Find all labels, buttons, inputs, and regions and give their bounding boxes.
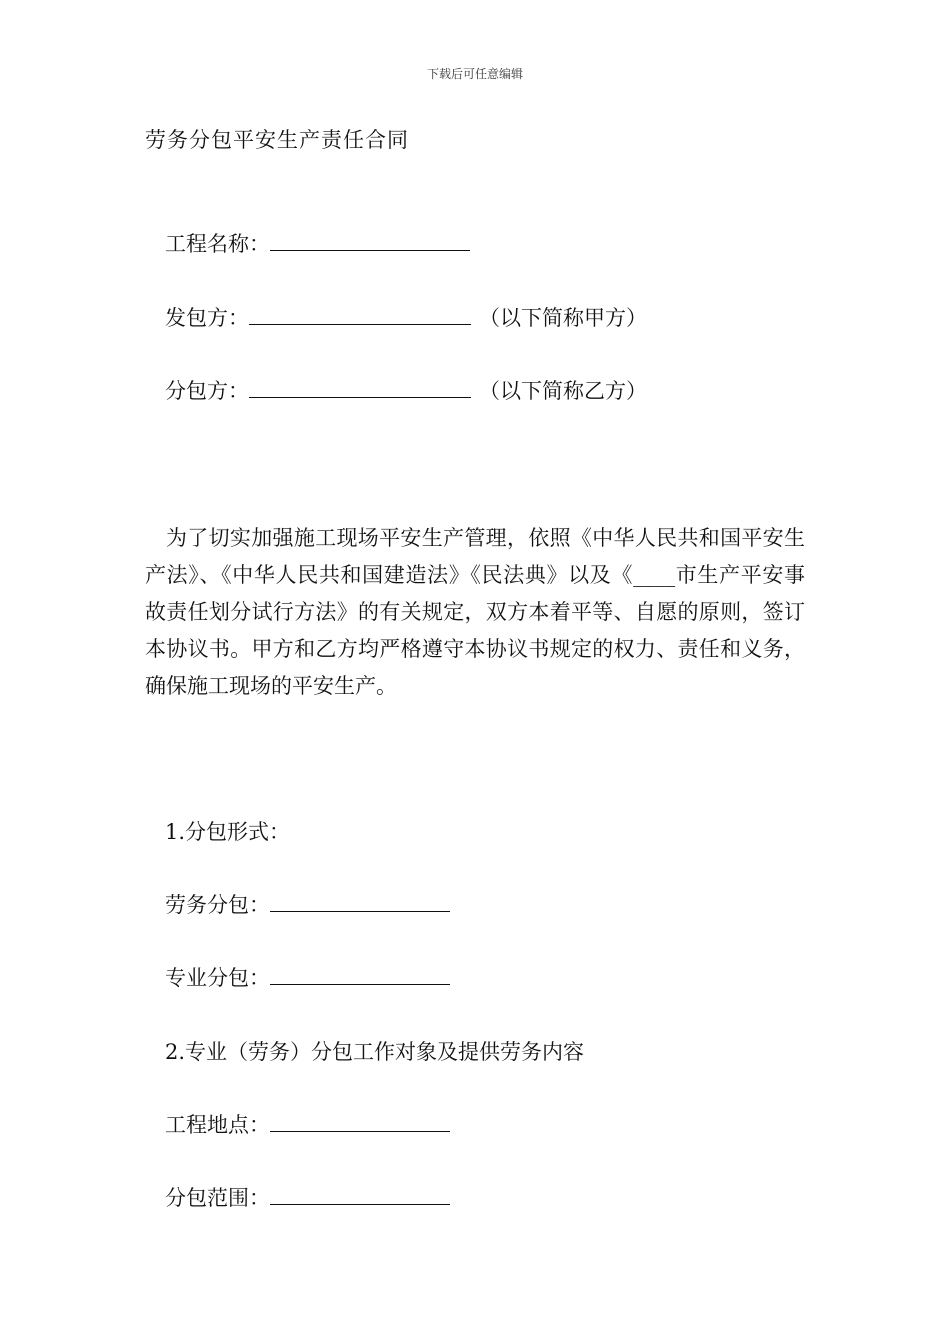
subcontractor-label: 分包方： <box>165 379 249 403</box>
subcontractor-note: （以下简称乙方） <box>479 379 647 403</box>
labor-subcontract-field <box>165 891 450 919</box>
project-name-field <box>165 230 470 258</box>
document-title: 劳务分包平安生产责任合同 <box>145 128 409 152</box>
project-location-blank[interactable] <box>270 1113 450 1132</box>
section1-heading: 1.分包形式： <box>165 820 291 844</box>
professional-subcontract-blank[interactable] <box>270 966 450 985</box>
subcontract-scope-label: 分包范围： <box>165 1186 270 1210</box>
project-name-label: 工程名称： <box>165 232 270 256</box>
contractor-field <box>165 304 647 332</box>
section2-heading: 2.专业（劳务）分包工作对象及提供劳务内容 <box>165 1040 585 1064</box>
subcontract-scope-blank[interactable] <box>270 1186 450 1205</box>
labor-subcontract-label: 劳务分包： <box>165 893 270 917</box>
professional-subcontract-field <box>165 964 450 992</box>
professional-subcontract-label: 专业分包： <box>165 966 270 990</box>
subcontract-scope-field <box>165 1184 450 1212</box>
project-location-field <box>165 1111 450 1139</box>
project-location-label: 工程地点： <box>165 1113 270 1137</box>
preamble-paragraph: 为了切实加强施工现场平安生产管理，依照《中华人民共和国平安生产法》、《中华人民共和国建造法》《民法典》以及《____市生产平安事故责任划分试行方法》的有关规定，双方本着平等、自愿的原则，签订本协议书。甲方和乙方均严格遵守本协议书规定的权力、责任和义务，确保施工现场的平安生产。 <box>145 526 805 698</box>
labor-subcontract-blank[interactable] <box>270 893 450 912</box>
subcontractor-blank[interactable] <box>249 379 471 398</box>
page-header: 下载后可任意编辑 <box>426 67 523 81</box>
project-name-blank[interactable] <box>270 232 470 251</box>
subcontractor-field <box>165 377 647 405</box>
contractor-note: （以下简称甲方） <box>479 306 647 330</box>
contractor-blank[interactable] <box>249 306 471 325</box>
contractor-label: 发包方： <box>165 306 249 330</box>
